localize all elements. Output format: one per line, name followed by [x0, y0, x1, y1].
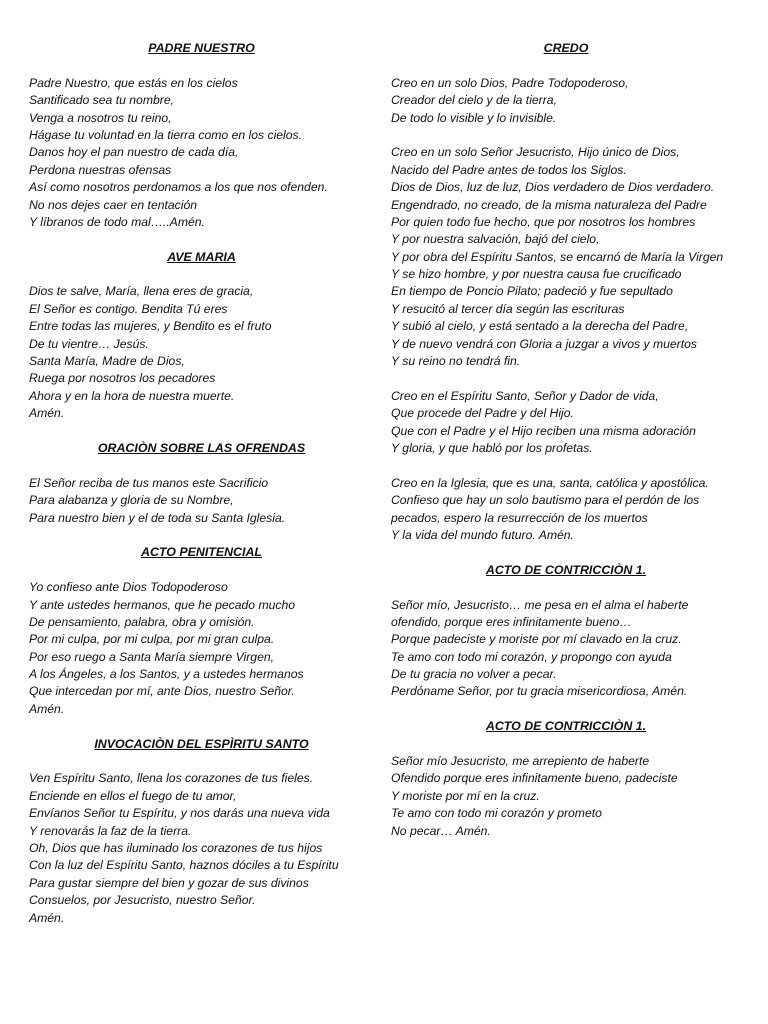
prayer-stanza — [29, 579, 374, 718]
prayer-line: Venga a nosotros tu reino, — [29, 110, 172, 125]
prayer-line: Creador del cielo y de la tierra, — [391, 93, 557, 108]
prayer-line: Oh, Dios que has iluminado los corazones de tus hijos — [29, 840, 323, 855]
prayer-oracion-sobre-las-ofrendas — [29, 440, 374, 527]
prayer-line: Enciende en ellos el fuego de tu amor, — [29, 788, 237, 803]
prayer-line: Para nuestro bien y el de toda su Santa Iglesia. — [29, 510, 286, 525]
prayer-line: Perdona nuestras ofensas — [29, 162, 172, 177]
prayer-line: Que con el Padre y el Hijo reciben una misma adoración — [391, 423, 696, 438]
prayer-acto-de-contriccion-1 — [391, 718, 741, 840]
prayer-stanza — [391, 75, 741, 127]
prayer-title: AVE MARIA — [167, 249, 236, 264]
prayer-line: Santa María, Madre de Dios, — [29, 354, 185, 369]
prayer-title: PADRE NUESTRO — [148, 41, 255, 55]
prayer-line: Y se hizo hombre, y por nuestra causa fue crucificado — [391, 267, 682, 282]
prayer-line: Ahora y en la hora de nuestra muerte. — [29, 388, 235, 403]
prayer-line: Y líbranos de todo mal…..Amén. — [29, 214, 205, 229]
prayer-title: ORACIÒN SOBRE LAS OFRENDAS — [97, 440, 306, 455]
prayer-line: Nacido del Padre antes de todos los Siglos. — [391, 162, 627, 177]
prayer-title: ACTO DE CONTRICCIÒN 1. — [485, 719, 647, 734]
prayer-line: Y renovarás la faz de la tierra. — [29, 823, 192, 838]
prayer-line: De tu vientre… Jesús. — [29, 336, 149, 351]
prayer-line: Dios de Dios, luz de luz, Dios verdadero de Dios verdadero. — [391, 180, 715, 195]
prayer-line: Y su reino no tendrá fin. — [391, 354, 521, 369]
prayer-stanza — [29, 475, 374, 527]
prayer-line: Creo en un solo Señor Jesucristo, Hijo único de Dios, — [391, 145, 680, 160]
prayer-stanza — [29, 770, 374, 927]
prayer-line: Ven Espíritu Santo, llena los corazones de tus fieles. — [29, 771, 314, 786]
prayer-line: Te amo con todo mi corazón, y propongo con ayuda — [391, 649, 672, 664]
prayer-line: Consuelos, por Jesucristo, nuestro Señor. — [29, 893, 256, 908]
prayer-title: CREDO — [543, 41, 589, 55]
prayer-line: Señor mío, Jesucristo… me pesa en el alma el haberte — [391, 597, 689, 612]
prayer-line: Santificado sea tu nombre, — [29, 93, 174, 108]
prayer-stanza — [29, 283, 374, 422]
prayer-line: Y resucitó al tercer día según las escrituras — [391, 301, 625, 316]
prayer-line: Hágase tu voluntad en la tierra como en los cielos. — [29, 127, 303, 142]
prayer-line: A los Ángeles, a los Santos, y a ustedes hermanos — [29, 667, 304, 682]
prayer-line: Y por nuestra salvación, bajó del cielo, — [391, 232, 600, 247]
prayer-line: Padre Nuestro, que estás en los cielos — [29, 75, 238, 90]
left-column — [29, 40, 374, 944]
right-column — [391, 40, 741, 857]
prayer-line: pecados, espero la resurrección de los muertos — [391, 510, 648, 525]
prayer-line: El Señor reciba de tus manos este Sacrificio — [29, 475, 269, 490]
prayer-line: Para alabanza y gloria de su Nombre, — [29, 493, 234, 508]
prayer-line: Amén. — [29, 406, 65, 421]
prayer-line: No nos dejes caer en tentación — [29, 197, 198, 212]
prayer-acto-penitencial — [29, 544, 374, 718]
prayer-acto-de-contriccion-1 — [391, 562, 741, 701]
prayer-line: Y por obra del Espíritu Santos, se encarnó de María la Virgen — [391, 249, 724, 264]
prayer-line: Con la luz del Espíritu Santo, haznos dóciles a tu Espíritu — [29, 858, 339, 873]
prayer-line: Danos hoy el pan nuestro de cada día, — [29, 145, 239, 160]
prayer-line: Amén. — [29, 701, 65, 716]
prayer-line: Que procede del Padre y del Hijo. — [391, 406, 574, 421]
prayer-line: Y subió al cielo, y está sentado a la derecha del Padre, — [391, 319, 689, 334]
prayer-line: Yo confieso ante Dios Todopoderoso — [29, 580, 228, 595]
prayer-line: Por quien todo fue hecho, que por nosotros los hombres — [391, 214, 696, 229]
prayer-line: Entre todas las mujeres, y Bendito es el fruto — [29, 319, 272, 334]
prayer-line: De tu gracia no volver a pecar. — [391, 667, 557, 682]
prayer-stanza — [391, 144, 741, 370]
prayer-line: ofendido, porque eres infinitamente bueno… — [391, 614, 632, 629]
prayer-line: Y moriste por mí en la cruz. — [391, 788, 540, 803]
prayer-line: Creo en el Espíritu Santo, Señor y Dador de vida, — [391, 388, 659, 403]
prayer-line: Creo en la Iglesia, que es una, santa, católica y apostólica. — [391, 475, 709, 490]
prayer-line: Ofendido porque eres infinitamente bueno, padeciste — [391, 771, 678, 786]
prayer-title: ACTO PENITENCIAL — [141, 545, 262, 560]
prayer-line: De todo lo visible y lo invisible. — [391, 110, 557, 125]
prayer-line: Por eso ruego a Santa María siempre Virgen, — [29, 649, 275, 664]
prayer-line: Por mi culpa, por mi culpa, por mi gran culpa. — [29, 632, 275, 647]
prayer-stanza — [29, 75, 374, 232]
prayer-line: Y gloria, y que habló por los profetas. — [391, 440, 593, 455]
prayer-line: Así como nosotros perdonamos a los que nos ofenden. — [29, 180, 328, 195]
prayer-line: Señor mío Jesucristo, me arrepiento de haberte — [391, 754, 650, 769]
prayer-line: Amén. — [29, 910, 65, 925]
prayer-line: Y ante ustedes hermanos, que he pecado mucho — [29, 597, 296, 612]
prayer-line: Dios te salve, María, llena eres de gracia, — [29, 284, 254, 299]
prayer-line: Engendrado, no creado, de la misma naturaleza del Padre — [391, 197, 707, 212]
prayer-stanza — [391, 388, 741, 458]
prayer-stanza — [391, 597, 741, 701]
prayer-line: Envíanos Señor tu Espíritu, y nos darás una nueva vida — [29, 806, 330, 821]
prayer-line: De pensamiento, palabra, obra y omisión. — [29, 614, 255, 629]
prayer-line: El Señor es contigo. Bendita Tú eres — [29, 301, 228, 316]
prayer-invocacion-del-espiritu-santo — [29, 736, 374, 927]
prayer-title: ACTO DE CONTRICCIÒN 1. — [485, 562, 647, 577]
prayer-stanza — [391, 475, 741, 545]
prayer-ave-maria — [29, 249, 374, 423]
prayer-title: INVOCACIÒN DEL ESPÌRITU SANTO — [94, 736, 309, 751]
prayer-line: Te amo con todo mi corazón y prometo — [391, 806, 602, 821]
prayer-line: Confieso que hay un solo bautismo para el perdón de los — [391, 493, 700, 508]
prayer-line: Que intercedan por mí, ante Dios, nuestro Señor. — [29, 684, 295, 699]
prayer-line: Para gustar siempre del bien y gozar de sus divinos — [29, 875, 309, 890]
prayer-credo — [391, 40, 741, 544]
prayer-line: Y la vida del mundo futuro. Amén. — [391, 527, 574, 542]
prayer-line: En tiempo de Poncio Pilato; padeció y fue sepultado — [391, 284, 673, 299]
prayer-line: Porque padeciste y moriste por mí clavado en la cruz. — [391, 632, 682, 647]
prayer-line: Creo en un solo Dios, Padre Todopoderoso, — [391, 75, 629, 90]
prayer-line: No pecar… Amén. — [391, 823, 491, 838]
prayer-line: Ruega por nosotros los pecadores — [29, 371, 216, 386]
prayer-padre-nuestro — [29, 40, 374, 231]
prayer-line: Perdóname Señor, por tu gracia misericordiosa, Amén. — [391, 684, 688, 699]
prayer-line: Y de nuevo vendrá con Gloria a juzgar a vivos y muertos — [391, 336, 697, 351]
prayer-stanza — [391, 753, 741, 840]
